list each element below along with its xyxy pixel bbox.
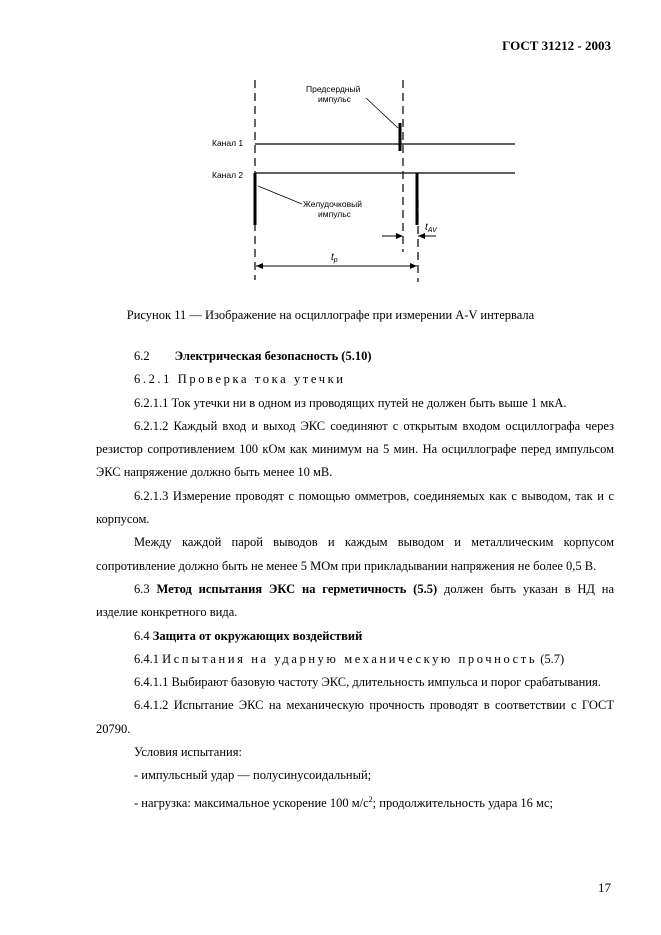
list-item: - импульсный удар — полусинусоидальный; xyxy=(134,768,372,783)
ventricular-label-2: импульс xyxy=(318,209,351,219)
page-number: 17 xyxy=(598,880,611,895)
atrial-label: Предсердный xyxy=(306,84,361,94)
oscilloscope-figure xyxy=(0,0,661,300)
channel-2-label: Канал 2 xyxy=(212,170,244,180)
section-6-2-1-1: 6.2.1.1 Ток утечки ни в одном из проводящих путей не должен быть выше 1 мкА. xyxy=(134,395,567,410)
t-av-arrowhead-left xyxy=(396,233,403,239)
section-6-2-1-3-continued: Между каждой парой выводов и каждым выводом и металлическим корпусом сопротивление должно быть не менее 5 МОм при прикладывании напряжения не более 0,5 В. xyxy=(96,535,614,573)
section-6-2-heading: 6.2 Электрическая безопасность (5.10) xyxy=(134,349,372,363)
section-6-2-1: 6.2.1 Проверка тока утечки xyxy=(134,372,346,387)
section-6-3: 6.3 Метод испытания ЭКС на герметичность (5.5) должен быть указан в НД на изделие конкретного вида. xyxy=(96,581,615,620)
document-body xyxy=(96,345,614,815)
section-6-4-1: 6.4.1 Испытания на ударную механическую прочность (5.7) xyxy=(134,651,565,666)
section-6-2-1-3: 6.2.1.3 Измерение проводят с помощью омметров, соединяемых как с выводом, так и с корпусом. xyxy=(96,488,614,527)
channel-1-label: Канал 1 xyxy=(212,138,244,148)
t-p-label: $t_p$ xyxy=(331,252,338,264)
document-header: ГОСТ 31212 - 2003 xyxy=(502,38,611,53)
figure-caption: Рисунок 11 — Изображение на осциллографе при измерении A-V интервала xyxy=(126,308,535,322)
ventricular-label: Желудочковый xyxy=(303,199,362,209)
section-6-4-heading: 6.4 Защита от окружающих воздействий xyxy=(134,628,363,643)
ventricular-leader xyxy=(258,186,302,204)
t-p-arrowhead-left xyxy=(256,263,263,269)
test-conditions: Условия испытания: xyxy=(134,745,242,760)
atrial-label-2: импульс xyxy=(318,94,351,104)
section-6-4-1-2: 6.4.1.2 Испытание ЭКС на механическую прочность проводят в соответствии с ГОСТ 20790. xyxy=(96,698,614,736)
t-av-arrowhead-right xyxy=(418,233,425,239)
section-6-2-1-2: 6.2.1.2 Каждый вход и выход ЭКС соединяют с открытым входом осциллографа через резистор сопротивлением 100 кОм как минимум на 5 мин. На осциллографе перед импульсом ЭКС напряжение должно быть менее 10 мВ. xyxy=(96,418,614,480)
list-item: - нагрузка: максимальное ускорение 100 $м/с^2$; продолжительность удара 16 мс; xyxy=(134,794,553,810)
t-p-arrowhead-right xyxy=(410,263,417,269)
section-6-4-1-1: 6.4.1.1 Выбирают базовую частоту ЭКС, длительность импульса и порог срабатывания. xyxy=(134,675,601,690)
atrial-leader xyxy=(366,98,398,128)
t-av-label: $t_{AV}$ xyxy=(425,222,437,234)
